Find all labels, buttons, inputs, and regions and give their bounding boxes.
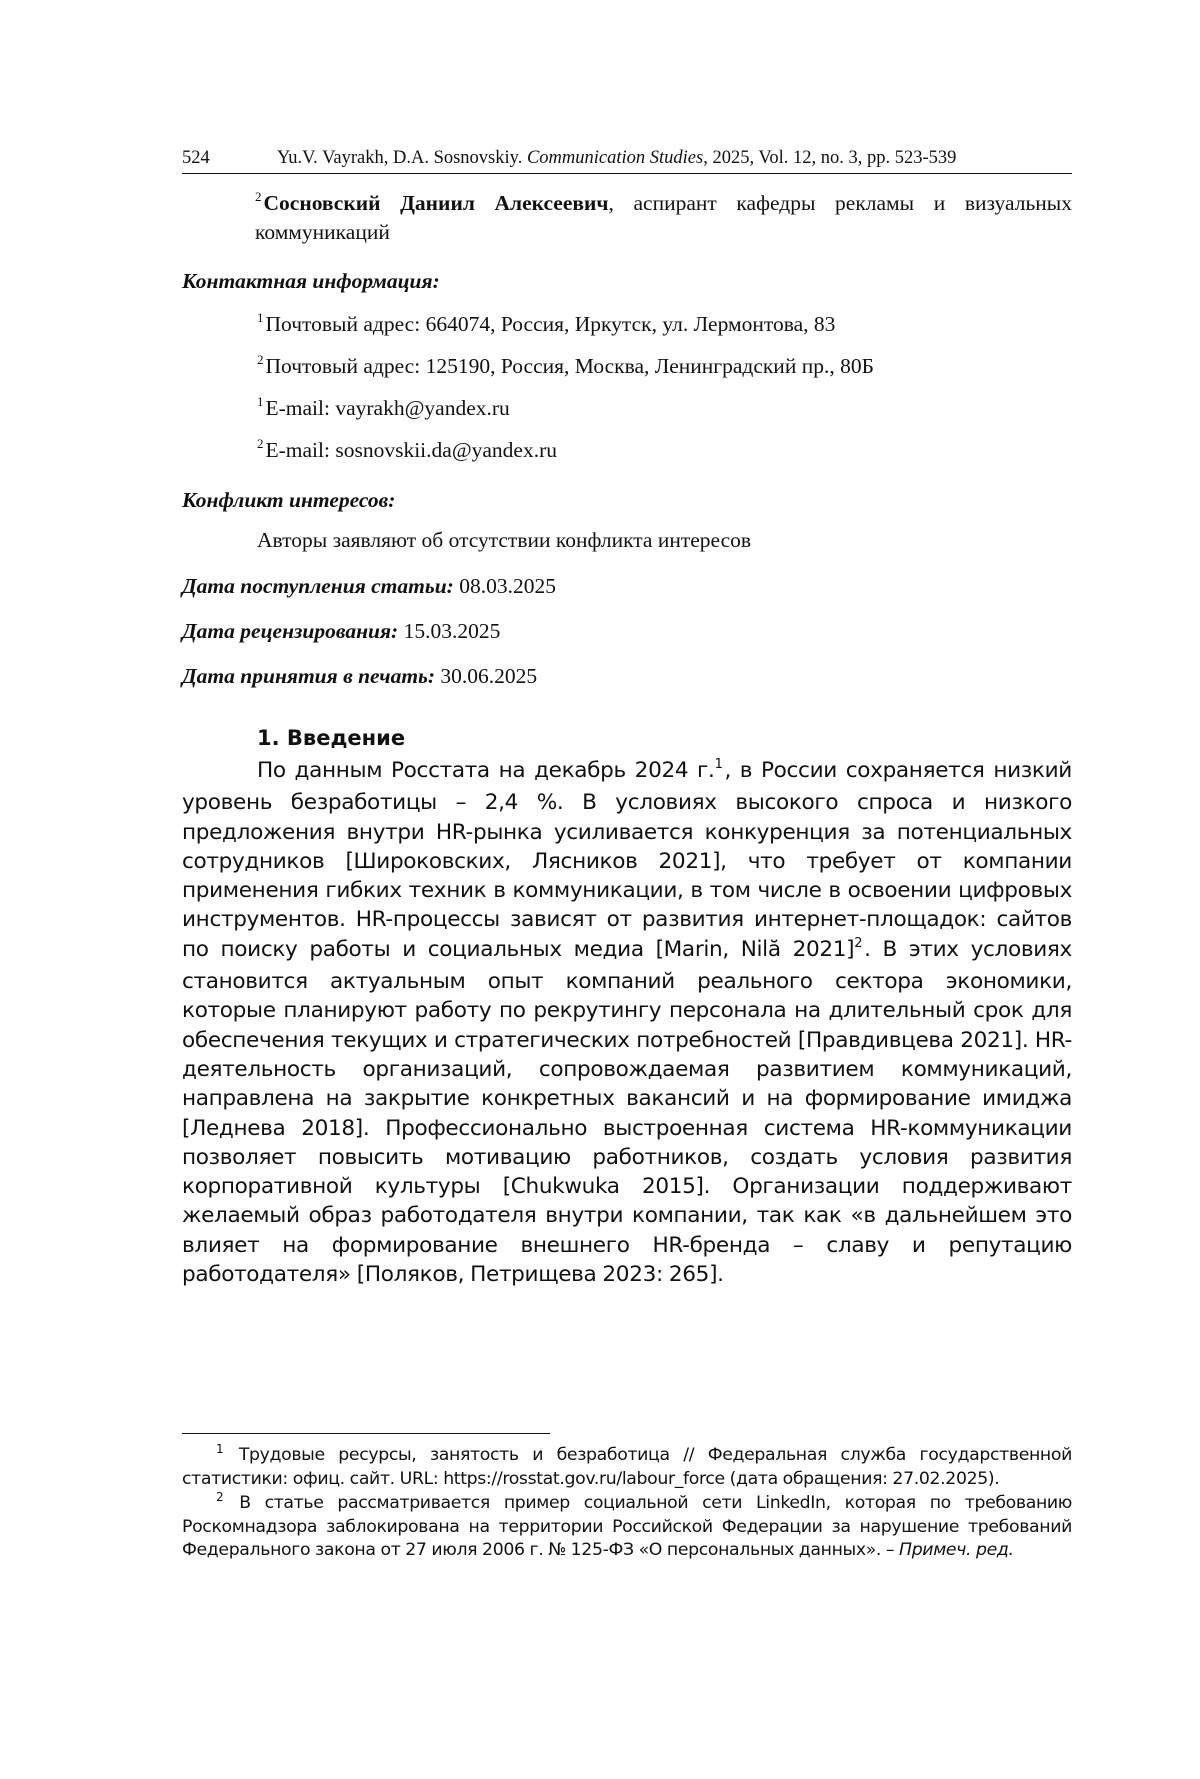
section-title: 1. Введение	[257, 726, 406, 750]
contact-row	[257, 311, 835, 340]
date-accepted	[182, 663, 537, 689]
footnote-text: В статье рассматривается пример социальной сети LinkedIn, которая по требованию Роскомнадзора заблокирована на территории Российской Федерации за нарушение требований Федерального закона от 27 июля 2006 г. № 125-ФЗ «О персональных данных». –	[182, 1492, 1073, 1561]
author-name: Сосновский Даниил Алексеевич	[263, 191, 609, 215]
intro-text-part: По данным Росстата на декабрь 2024 г.	[257, 758, 715, 783]
footnote-marker: 1	[216, 1442, 224, 1456]
intro-text-part: , в России сохраняется низкий уровень безработицы – 2,4 %. В условиях высокого спроса и низкого предложения внутри HR-рынка усиливается конкуренция за потенциальных сотрудников [Широковских, Лясников 2021], что требует от компании применения гибких техник в коммуникации, в том числе в освоении цифровых инструментов. HR-процессы зависят от развития интернет-площадок: сайтов по поиску работы и социальных медиа [Marin, Nilă 2021]	[182, 758, 1072, 962]
header-authors: Yu.V. Vayrakh, D.A. Sosnovskiy.	[277, 148, 523, 168]
contact-email-2: E-mail: sosnovskii.da@yandex.ru	[265, 438, 557, 462]
contact-marker: 1	[257, 310, 264, 325]
conflict-heading: Конфликт интересов:	[182, 488, 396, 512]
contact-marker: 2	[257, 436, 264, 451]
issue-details: , 2025, Vol. 12, no. 3, pp. 523-539	[703, 148, 957, 168]
footnote-marker: 2	[216, 1489, 224, 1504]
date-label: Дата рецензирования:	[182, 619, 399, 643]
date-value: 08.03.2025	[459, 574, 556, 598]
contact-marker: 1	[257, 394, 264, 409]
contact-row	[257, 353, 874, 382]
footnote-ref[interactable]: 2	[854, 935, 863, 951]
contact-email-1: E-mail: vayrakh@yandex.ru	[265, 396, 510, 420]
header-rule	[182, 173, 1072, 174]
conflict-statement: Авторы заявляют об отсутствии конфликта интересов	[257, 528, 752, 552]
footnote-ref[interactable]: 1	[714, 757, 723, 772]
contacts-heading: Контактная информация:	[182, 269, 440, 293]
journal-title: Communication Studies	[526, 148, 704, 168]
author-marker: 2	[255, 189, 262, 204]
page-number: 524	[182, 148, 210, 168]
footnote	[182, 1444, 1072, 1492]
editor-note: Примеч. ред.	[899, 1540, 1014, 1561]
running-header	[182, 148, 1072, 174]
footnote-text: Трудовые ресурсы, занятость и безработица // Федеральная служба государственной статистики: офиц. сайт. URL: https://rosstat.gov.ru/labour_force (дата обращения: 27.02.2025).	[182, 1445, 1072, 1490]
date-label: Дата принятия в печать:	[182, 664, 436, 688]
author-position: , аспирант кафедры рекламы и визуальных коммуникаций	[255, 191, 1072, 244]
date-value: 30.06.2025	[440, 664, 538, 688]
citation-line	[277, 148, 956, 169]
contact-row	[257, 437, 557, 466]
contact-marker: 2	[257, 352, 264, 367]
date-value: 15.03.2025	[403, 619, 501, 643]
footnotes	[182, 1444, 1072, 1562]
author-info	[255, 190, 1072, 245]
date-label: Дата поступления статьи:	[182, 574, 454, 598]
date-received	[182, 573, 556, 599]
date-reviewed	[182, 618, 500, 644]
intro-paragraph	[182, 756, 1072, 1289]
intro-text-part: . В этих условиях становится актуальным опыт компаний реального сектора экономики, которые планируют работу по рекрутингу персонала на длительный срок для обеспечения текущих и стратегических потребностей [Правдивцева 2021]. HR-деятельность организаций, сопровождаемая развитием коммуникаций, направлена на закрытие конкретных вакансий и на формирование имиджа [Леднева 2018]. Профессионально выстроенная система HR-коммуникации позволяет повысить мотивацию работников, создать условия развития корпоративной культуры [Chukwuka 2015]. Организации поддерживают желаемый образ работодателя внутри компании, так как «в дальнейшем это влияет на формирование внешнего HR-бренда – славу и репутацию работодателя» [Поляков, Петрищева 2023: 265].	[182, 936, 1072, 1288]
contact-address-2: Почтовый адрес: 125190, Россия, Москва, Ленинградский пр., 80Б	[265, 354, 874, 378]
contact-address-1: Почтовый адрес: 664074, Россия, Иркутск, ул. Лермонтова, 83	[265, 312, 836, 336]
contact-row	[257, 395, 510, 424]
footnote	[182, 1489, 1073, 1563]
footnote-rule	[182, 1433, 550, 1434]
